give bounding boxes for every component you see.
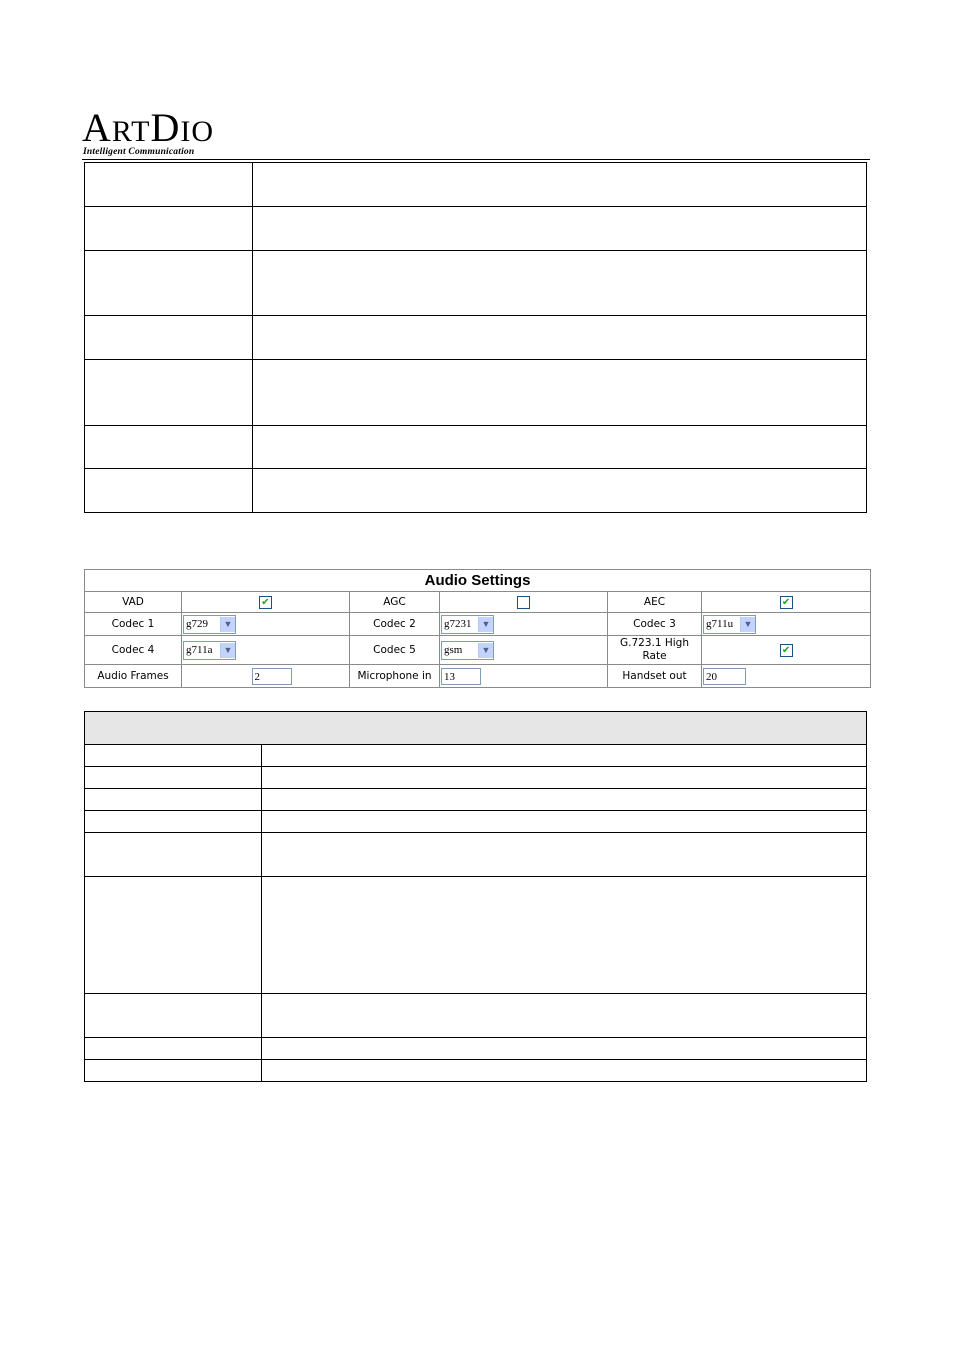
table-row	[85, 1038, 867, 1060]
parameter-table-top	[84, 162, 867, 513]
table-row	[85, 360, 867, 426]
chevron-down-icon: ▼	[478, 617, 493, 632]
table-row	[85, 251, 867, 316]
g7231-high-rate-checkbox[interactable]: ✔	[780, 644, 793, 657]
microphone-in-input[interactable]: 13	[441, 668, 481, 685]
header-rule	[82, 159, 870, 160]
chevron-down-icon: ▼	[740, 617, 755, 632]
table-row	[85, 163, 867, 207]
logo-tagline: Intelligent Communication	[83, 147, 195, 157]
vad-label: VAD	[85, 592, 182, 613]
table-row	[85, 745, 867, 767]
table-row	[85, 789, 867, 811]
codec5-select[interactable]: gsm ▼	[441, 641, 494, 660]
table-header-row	[85, 712, 867, 745]
codec1-select[interactable]: g729 ▼	[183, 615, 236, 634]
agc-label: AGC	[350, 592, 440, 613]
logo-wordmark: ARTDIO	[82, 105, 214, 150]
codec4-select[interactable]: g711a ▼	[183, 641, 236, 660]
table-row	[85, 207, 867, 251]
audio-settings-title: Audio Settings	[85, 570, 871, 592]
chevron-down-icon: ▼	[478, 643, 493, 658]
g7231-high-rate-label: G.723.1 High Rate	[608, 636, 702, 665]
aec-checkbox[interactable]: ✔	[780, 596, 793, 609]
aec-label: AEC	[608, 592, 702, 613]
audio-frames-input[interactable]: 2	[252, 668, 292, 685]
codec1-label: Codec 1	[85, 613, 182, 636]
artdio-logo	[82, 105, 222, 160]
handset-out-input[interactable]: 20	[703, 668, 746, 685]
codec3-label: Codec 3	[608, 613, 702, 636]
codec5-label: Codec 5	[350, 636, 440, 665]
parameter-table-bottom	[84, 711, 867, 1082]
audio-settings-panel	[84, 569, 870, 689]
table-row	[85, 811, 867, 833]
table-row	[85, 994, 867, 1038]
codec3-select[interactable]: g711u ▼	[703, 615, 756, 634]
table-row	[85, 316, 867, 360]
agc-checkbox[interactable]	[517, 596, 530, 609]
table-row	[85, 1060, 867, 1082]
table-row	[85, 767, 867, 789]
chevron-down-icon: ▼	[220, 617, 235, 632]
table-row	[85, 833, 867, 877]
codec2-label: Codec 2	[350, 613, 440, 636]
table-row	[85, 426, 867, 469]
audio-frames-label: Audio Frames	[85, 665, 182, 688]
chevron-down-icon: ▼	[220, 643, 235, 658]
codec2-select[interactable]: g7231 ▼	[441, 615, 494, 634]
table-row	[85, 469, 867, 513]
handset-out-label: Handset out	[608, 665, 702, 688]
codec4-label: Codec 4	[85, 636, 182, 665]
vad-checkbox[interactable]: ✔	[259, 596, 272, 609]
table-row	[85, 877, 867, 994]
microphone-in-label: Microphone in	[350, 665, 440, 688]
